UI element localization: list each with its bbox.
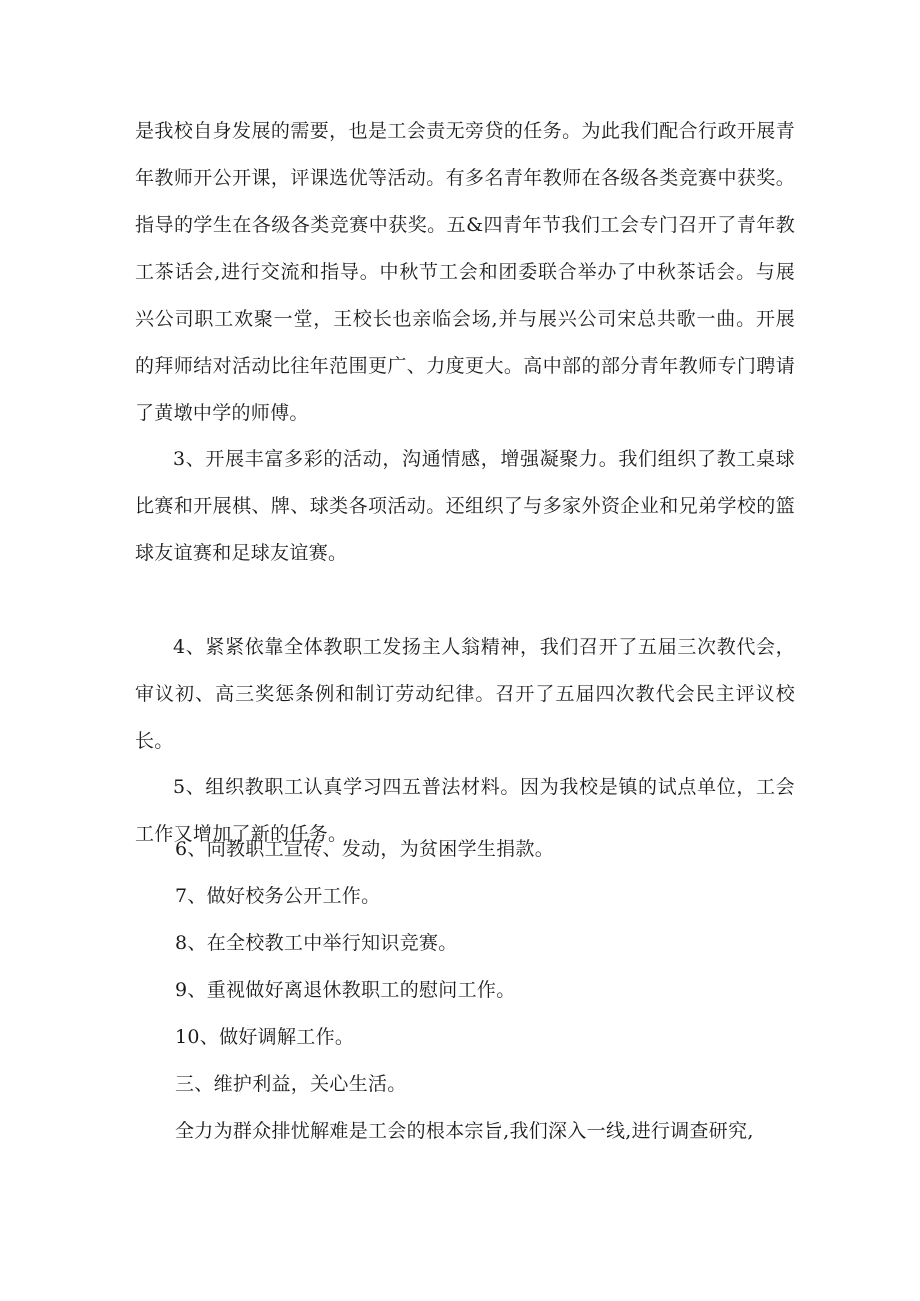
paragraph-text: 是我校自身发展的需要，也是工会责无旁贷的任务。为此我们配合行政开展青年教师开公开课，评课选优等活动。有多名青年教师在各级各类竞赛中获奖。指导的学生在各级各类竞赛中获奖。五&四青年节我们工会专门召开了青年教工茶话会,进行交流和指导。中秋节工会和团委联合举办了中秋茶话会。与展兴公司职工欢聚一堂，王校长也亲临会场,并与展兴公司宋总共歌一曲。开展的拜师结对活动比往年范围更广、力度更大。高中部的部分青年教师专门聘请了黄墩中学的师傅。 <box>135 120 795 424</box>
list-item-knowledge-contest: 8、在全校教工中举行知识竞赛。 <box>175 932 458 954</box>
paragraph-congress <box>135 624 795 765</box>
paragraph-youth-teachers <box>135 108 795 437</box>
paragraph-text: 3、开展丰富多彩的活动，沟通情感，增强凝聚力。我们组织了教工桌球比赛和开展棋、牌、球类各项活动。还组织了与多家外资企业和兄弟学校的篮球友谊赛和足球友谊赛。 <box>135 448 795 564</box>
paragraph-text: 5、组织教职工认真学习四五普法材料。因为我校是镇的试点单位，工会工作又增加了新的任务。 <box>135 776 795 845</box>
section-heading: 三、维护利益，关心生活。 <box>175 1073 407 1095</box>
paragraph-activities <box>135 436 795 577</box>
list-item-donation: 6、向教职工宣传、发动，为贫困学生捐款。 <box>175 838 555 860</box>
list-item-mediation: 10、做好调解工作。 <box>175 1026 355 1048</box>
paragraph-text: 4、紧紧依靠全体教职工发扬主人翁精神，我们召开了五届三次教代会，审议初、高三奖惩条例和制订劳动纪律。召开了五届四次教代会民主评议校长。 <box>135 636 795 752</box>
paragraph-last-line: 全力为群众排忧解难是工会的根本宗旨,我们深入一线,进行调查研究, <box>175 1120 754 1142</box>
list-item-retiree-care: 9、重视做好离退休教职工的慰问工作。 <box>175 979 516 1001</box>
list-item-affairs-public: 7、做好校务公开工作。 <box>175 885 381 907</box>
